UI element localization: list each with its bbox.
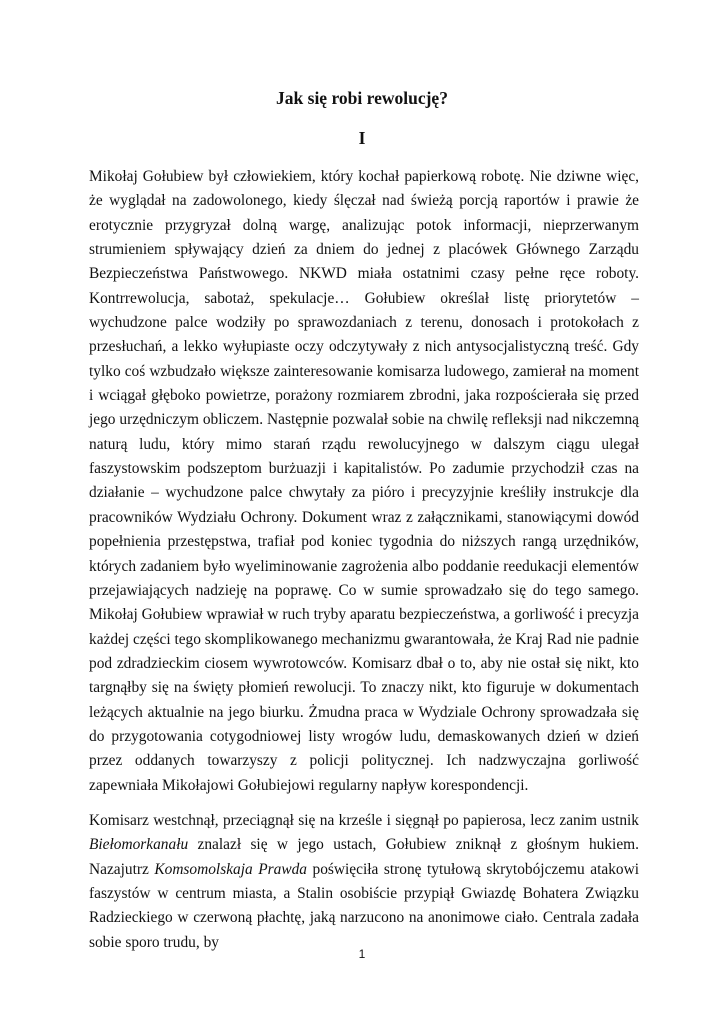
paragraph-2	[89, 809, 639, 955]
italic-title-bielomorkanal: Biełomorkanału	[89, 836, 189, 854]
document-title: Jak się robi rewolucję?	[276, 88, 448, 108]
italic-title-komsomolskaja-prawda: Komsomolskaja Prawda	[154, 860, 307, 878]
paragraph-text: poświęciła stronę tytułową skrytobójczemu atakowi faszystów w centrum miasta, a Stalin osobiście przypiął Gwiazdę Bohatera Związku Radzieckiego w czerwoną płachtę, jaką narzucono na anonimowe ciało. Centrala zadała sobie sporo trudu, by	[89, 860, 639, 951]
paragraph-text: znalazł się w jego ustach, Gołubiew zniknął z głośnym hukiem. Nazajutrz	[89, 836, 639, 878]
page-number: 1	[358, 947, 366, 961]
paragraph-1	[89, 165, 639, 798]
chapter-heading: I	[358, 128, 366, 148]
body-text	[89, 165, 639, 955]
paragraph-text: Komisarz westchnął, przeciągnął się na krześle i sięgnął po papierosa, lecz zanim ustnik	[89, 811, 639, 829]
paragraph-text: Mikołaj Gołubiew był człowiekiem, który kochał papierkową robotę. Nie dziwne więc, że wyglądał na zadowolonego, kiedy ślęczał nad świeżą porcją raportów i prawie że erotycznie przygryzał dolną wargę, analizując potok informacji, nieprzerwanym strumieniem spływający dzień za dniem do jednej z placówek Głównego Zarządu Bezpieczeństwa Państwowego. NKWD miała ostatnimi czasy pełne ręce roboty. Kontrrewolucja, sabotaż, spekulacje… Gołubiew określał listę priorytetów – wychudzone palce wodziły po sprawozdaniach z terenu, donosach i protokołach z przesłuchań, a lekko wyłupiaste oczy odczytywały z nich antysocjalistyczną treść. Gdy tylko coś wzbudzało większe zainteresowanie komisarza ludowego, zamierał na moment i wciągał głęboko powietrze, porażony rozmiarem zbrodni, jaka rozpościerała się przed jego urzędniczym obliczem. Następnie pozwalał sobie na chwilę refleksji nad nikczemną naturą ludu, który mimo starań rządu rewolucyjnego w dalszym ciągu ulegał faszystowskim podszeptom burżuazji i kapitalistów. Po zadumie przychodził czas na działanie – wychudzone palce chwytały za pióro i precyzyjnie kreśliły instrukcje dla pracowników Wydziału Ochrony. Dokument wraz z załącznikami, stanowiącymi dowód popełnienia przestępstwa, trafiał pod koniec tygodnia do niższych rangą urzędników, których zadaniem było wyeliminowanie zagrożenia albo poddanie reedukacji elementów przejawiających nadzieję na poprawę. Co w sumie sprowadzało się do tego samego. Mikołaj Gołubiew wprawiał w ruch tryby aparatu bezpieczeństwa, a gorliwość i precyzja każdej części tego skomplikowanego mechanizmu gwarantowała, że Kraj Rad nie padnie pod zdradzieckim ciosem wywrotowców. Komisarz dbał o to, aby nie ostał się nikt, kto targnąłby się na święty płomień rewolucji. To znaczy nikt, kto figuruje w dokumentach leżących aktualnie na jego biurku. Żmudna praca w Wydziale Ochrony sprowadzała się do przygotowania cotygodniowej listy wrogów ludu, demaskowanych dzień w dzień przez oddanych towarzyszy z policji politycznej. Ich nadzwyczajna gorliwość zapewniała Mikołajowi Gołubiejowi regularny napływ korespondencji.	[89, 168, 639, 794]
